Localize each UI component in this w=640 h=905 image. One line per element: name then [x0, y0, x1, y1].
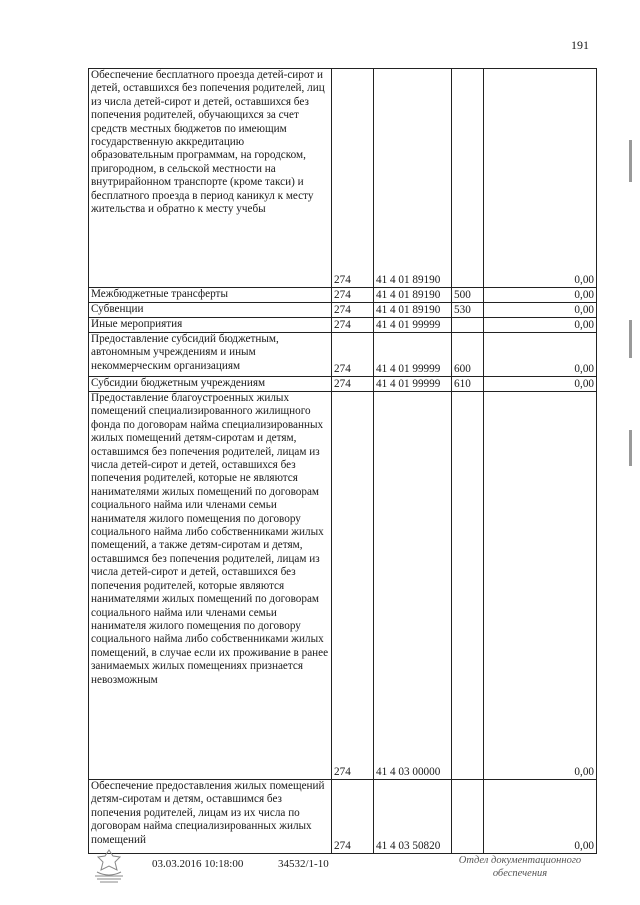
- table-row: [89, 333, 597, 377]
- table-row: [89, 392, 597, 780]
- row-target-code: 41 4 01 99999: [374, 318, 452, 333]
- row-ministry-code: 274: [332, 318, 374, 333]
- row-target-code: 41 4 01 89190: [374, 69, 452, 288]
- row-amount: 0,00: [484, 69, 597, 288]
- stamp-line-2: обеспечения: [492, 868, 548, 879]
- row-ministry-code: 274: [332, 69, 374, 288]
- row-target-code: 41 4 01 89190: [374, 303, 452, 318]
- row-expense-code: 530: [452, 303, 484, 318]
- row-ministry-code: 274: [332, 288, 374, 303]
- row-ministry-code: 274: [332, 303, 374, 318]
- row-target-code: 41 4 03 00000: [374, 392, 452, 780]
- row-expense-code: [452, 318, 484, 333]
- table-row: [89, 377, 597, 392]
- scan-edge-mark: [629, 320, 632, 358]
- row-description: Иные мероприятия: [89, 318, 332, 333]
- row-amount: 0,00: [484, 377, 597, 392]
- row-expense-code: [452, 392, 484, 780]
- row-amount: 0,00: [484, 392, 597, 780]
- row-amount: 0,00: [484, 318, 597, 333]
- row-description: Предоставление благоустроенных жилых помещений специализированного жилищного фонда по договорам найма специализированных жилых помещений детям-сиротам и детям, оставшимся без попечения родителей, лицам из числа детей-сирот и детей, оставшихся без попечения родителей, которые не являются нанимателями жилых помещений по договорам социального найма или членами семьи нанимателя жилого помещения по договору социального найма либо собственниками жилых помещений, а также детям-сиротам и детям, оставшимся без попечения родителей, лицам из числа детей-сирот и детей, оставшихся без попечения родителей, которые являются нанимателями жилых помещений по договорам социального найма или членами семьи нанимателя жилого помещения по договору социального найма либо собственниками жилых помещений, в случае если их проживание в ранее занимаемых жилых помещениях признается невозможным: [89, 392, 332, 780]
- row-ministry-code: 274: [332, 780, 374, 854]
- row-target-code: 41 4 03 50820: [374, 780, 452, 854]
- row-amount: 0,00: [484, 288, 597, 303]
- row-description: Обеспечение предоставления жилых помещений детям-сиротам и детям, оставшимся без попечения родителей, лицам из их числа по договорам найма специализированных жилых помещений: [89, 780, 332, 854]
- page-number: 191: [571, 38, 589, 52]
- scan-edge-mark: [629, 140, 632, 182]
- table-row: [89, 780, 597, 854]
- row-ministry-code: 274: [332, 333, 374, 377]
- footer-registration-number: 34532/1-10: [278, 858, 329, 870]
- scan-edge-mark: [629, 430, 632, 466]
- row-amount: 0,00: [484, 333, 597, 377]
- coat-of-arms-icon: [92, 848, 126, 884]
- table-row: [89, 303, 597, 318]
- row-description: Субсидии бюджетным учреждениям: [89, 377, 332, 392]
- row-description: Субвенции: [89, 303, 332, 318]
- row-description: Межбюджетные трансферты: [89, 288, 332, 303]
- row-target-code: 41 4 01 99999: [374, 377, 452, 392]
- stamp-line-1: Отдел документационного: [458, 855, 582, 866]
- row-description: Предоставление субсидий бюджетным, автономным учреждениям и иным некоммерческим организациям: [89, 333, 332, 377]
- department-stamp: [444, 854, 596, 880]
- row-expense-code: 500: [452, 288, 484, 303]
- row-expense-code: 610: [452, 377, 484, 392]
- row-expense-code: [452, 69, 484, 288]
- row-amount: 0,00: [484, 303, 597, 318]
- row-expense-code: 600: [452, 333, 484, 377]
- table-row: [89, 69, 597, 288]
- footer-datetime: 03.03.2016 10:18:00: [152, 858, 244, 870]
- row-target-code: 41 4 01 89190: [374, 288, 452, 303]
- row-description: Обеспечение бесплатного проезда детей-сирот и детей, оставшихся без попечения родителей, лиц из числа детей-сирот и детей, оставшихся без попечения родителей, обучающихся за счет средств местных бюджетов по имеющим государственную аккредитацию образовательным программам, на городском, пригородном, в сельской местности на внутрирайонном транспорте (кроме такси) и бесплатного проезда в период каникул к месту жительства и обратно к месту учебы: [89, 69, 332, 288]
- row-ministry-code: 274: [332, 377, 374, 392]
- table-row: [89, 288, 597, 303]
- row-ministry-code: 274: [332, 392, 374, 780]
- row-amount: 0,00: [484, 780, 597, 854]
- row-target-code: 41 4 01 99999: [374, 333, 452, 377]
- budget-table: [88, 68, 597, 854]
- row-expense-code: [452, 780, 484, 854]
- table-row: [89, 318, 597, 333]
